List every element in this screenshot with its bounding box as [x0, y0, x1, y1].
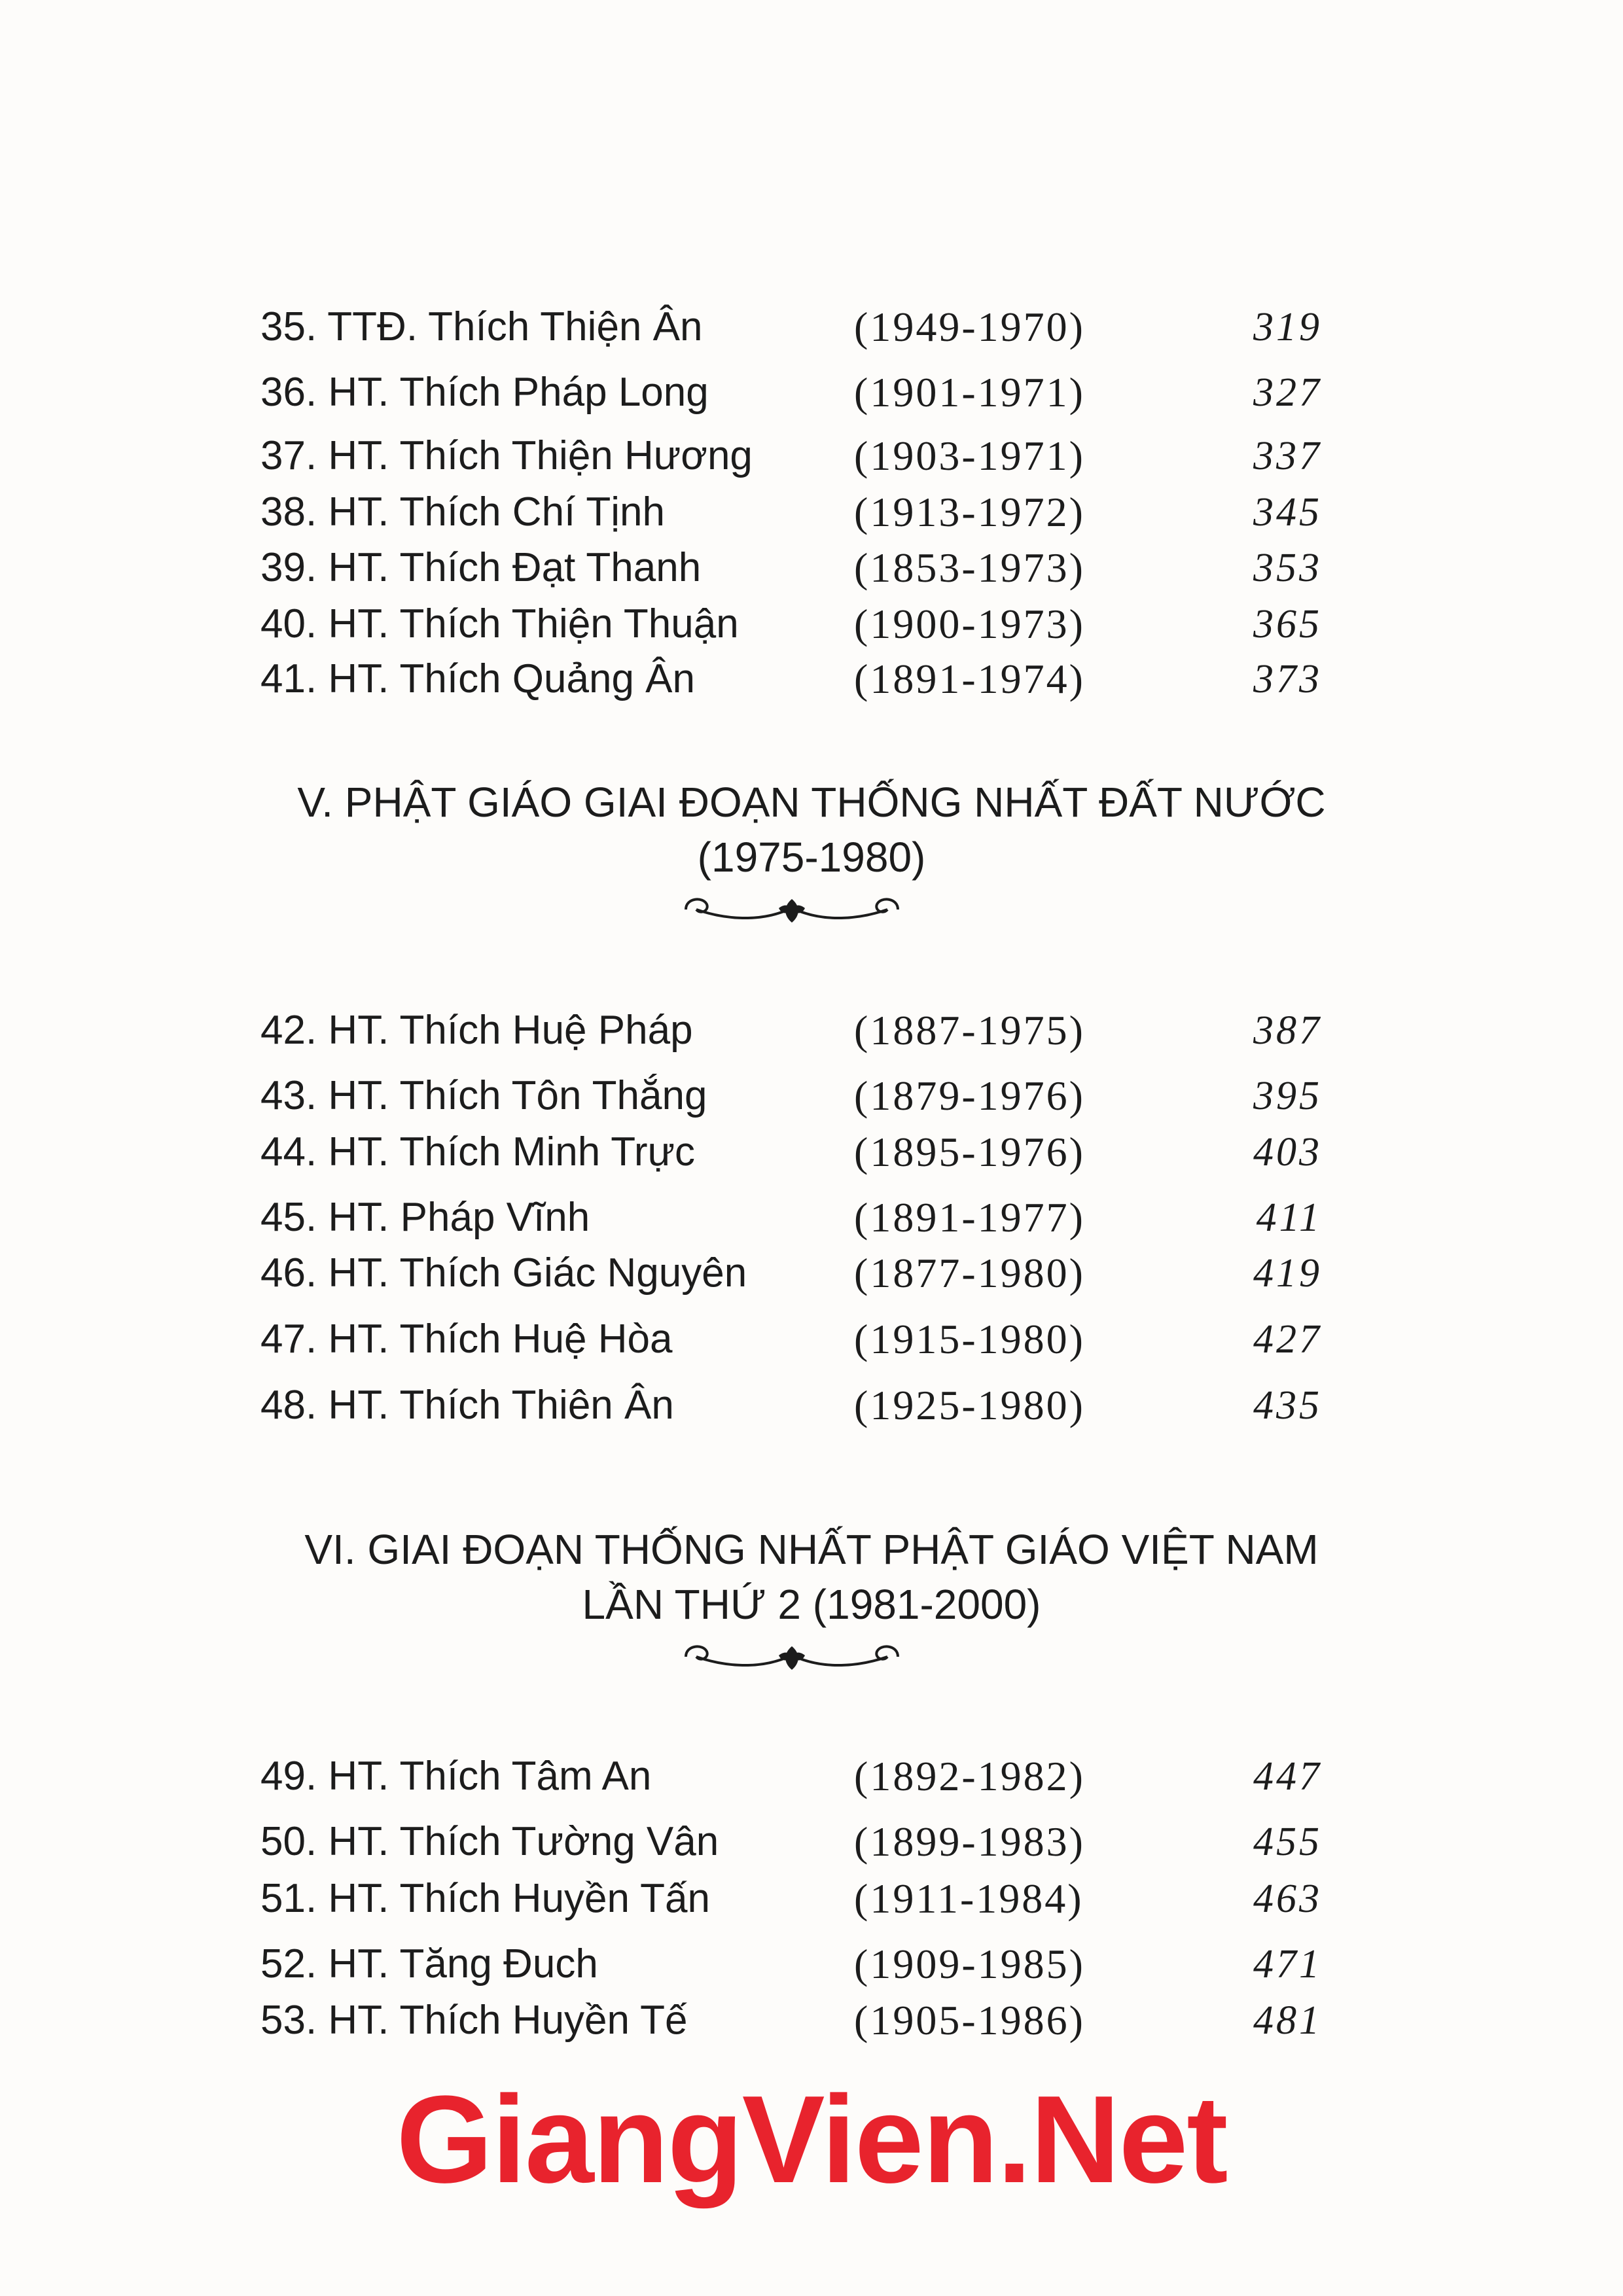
- entry-name: 46. HT. Thích Giác Nguyên: [260, 1250, 747, 1296]
- entry-page-number: 365: [1253, 602, 1322, 646]
- entry-page-number: 411: [1256, 1195, 1322, 1240]
- entry-name: 39. HT. Thích Đạt Thanh: [260, 545, 702, 590]
- entry-name: 37. HT. Thích Thiện Hương: [260, 433, 753, 478]
- entry-name: 53. HT. Thích Huyền Tế: [260, 1998, 688, 2043]
- entry-name: 52. HT. Tăng Đuch: [260, 1941, 598, 1987]
- entry-page-number: 319: [1253, 305, 1322, 349]
- toc-entry: [0, 1379, 1623, 1432]
- toc-entry: [0, 430, 1623, 482]
- entry-name: 35. TTĐ. Thích Thiện Ân: [260, 304, 703, 349]
- entry-page-number: 481: [1253, 1998, 1322, 2043]
- entry-years: (1887-1975): [854, 1007, 1085, 1053]
- entry-name: 45. HT. Pháp Vĩnh: [260, 1195, 590, 1240]
- toc-entry: [0, 1126, 1623, 1178]
- entry-name: 43. HT. Thích Tôn Thắng: [260, 1073, 707, 1118]
- entry-years: (1895-1976): [854, 1129, 1085, 1175]
- toc-entry: [0, 1070, 1623, 1122]
- section-title: V. PHẬT GIÁO GIAI ĐOẠN THỐNG NHẤT ĐẤT NƯỚC: [297, 779, 1326, 826]
- toc-entry: [0, 542, 1623, 594]
- entry-name: 41. HT. Thích Quảng Ân: [260, 656, 696, 701]
- entry-name: 44. HT. Thích Minh Trực: [260, 1129, 696, 1174]
- entry-years: (1913-1972): [854, 489, 1085, 535]
- entry-page-number: 387: [1253, 1008, 1322, 1053]
- toc-entry: [0, 653, 1623, 705]
- toc-entry: [0, 301, 1623, 353]
- entry-page-number: 463: [1253, 1877, 1322, 1921]
- flourish-divider-icon: [681, 889, 903, 930]
- toc-entry: [0, 486, 1623, 539]
- entry-name: 42. HT. Thích Huệ Pháp: [260, 1008, 693, 1053]
- toc-entry: [0, 1994, 1623, 2047]
- toc-entry: [0, 1750, 1623, 1803]
- entry-name: 47. HT. Thích Huệ Hòa: [260, 1316, 673, 1362]
- entry-years: (1879-1976): [854, 1072, 1085, 1119]
- entry-years: (1891-1977): [854, 1194, 1085, 1241]
- entry-years: (1909-1985): [854, 1941, 1085, 1987]
- entry-years: (1853-1973): [854, 544, 1085, 591]
- toc-entry: [0, 1313, 1623, 1366]
- toc-entry: [0, 1004, 1623, 1057]
- section-heading: [0, 1522, 1623, 1632]
- entry-page-number: 403: [1253, 1130, 1322, 1174]
- entry-page-number: 373: [1253, 657, 1322, 701]
- toc-entry: [0, 1938, 1623, 1990]
- entry-name: 48. HT. Thích Thiên Ân: [260, 1383, 674, 1428]
- entry-name: 51. HT. Thích Huyền Tấn: [260, 1876, 710, 1921]
- entry-years: (1925-1980): [854, 1382, 1085, 1428]
- entry-page-number: 427: [1253, 1317, 1322, 1362]
- entry-name: 40. HT. Thích Thiện Thuận: [260, 601, 739, 646]
- entry-page-number: 353: [1253, 546, 1322, 590]
- entry-page-number: 395: [1253, 1074, 1322, 1118]
- entry-years: (1891-1974): [854, 656, 1085, 702]
- entry-years: (1901-1971): [854, 369, 1085, 415]
- watermark-logo: GiangVien.Net: [396, 2070, 1227, 2209]
- entry-page-number: 419: [1253, 1251, 1322, 1296]
- entry-name: 50. HT. Thích Tường Vân: [260, 1819, 719, 1864]
- entry-page-number: 471: [1253, 1942, 1322, 1987]
- entry-page-number: 327: [1253, 370, 1322, 415]
- toc-entry: [0, 1873, 1623, 1925]
- toc-entry: [0, 1192, 1623, 1244]
- entry-name: 36. HT. Thích Pháp Long: [260, 370, 709, 415]
- section-subtitle: LẦN THỨ 2 (1981-2000): [582, 1581, 1041, 1628]
- entry-years: (1911-1984): [854, 1875, 1084, 1922]
- section-heading: [0, 775, 1623, 885]
- entry-years: (1877-1980): [854, 1250, 1085, 1296]
- entry-years: (1903-1971): [854, 433, 1085, 479]
- section-title: VI. GIAI ĐOẠN THỐNG NHẤT PHẬT GIÁO VIỆT NAM: [304, 1526, 1319, 1573]
- entry-page-number: 337: [1253, 434, 1322, 478]
- entry-page-number: 447: [1253, 1754, 1322, 1799]
- entry-years: (1900-1973): [854, 601, 1085, 647]
- entry-years: (1949-1970): [854, 304, 1085, 350]
- entry-years: (1892-1982): [854, 1753, 1085, 1799]
- section-years: (1975-1980): [697, 834, 926, 881]
- toc-entry: [0, 1816, 1623, 1868]
- entry-years: (1905-1986): [854, 1997, 1085, 2043]
- entry-page-number: 435: [1253, 1383, 1322, 1428]
- entry-years: (1915-1980): [854, 1316, 1085, 1362]
- entry-name: 49. HT. Thích Tâm An: [260, 1754, 652, 1799]
- entry-page-number: 455: [1253, 1820, 1322, 1864]
- toc-entry: [0, 598, 1623, 650]
- flourish-divider-icon: [681, 1636, 903, 1678]
- toc-entry: [0, 366, 1623, 419]
- entry-page-number: 345: [1253, 490, 1322, 535]
- entry-years: (1899-1983): [854, 1818, 1085, 1865]
- entry-name: 38. HT. Thích Chí Tịnh: [260, 489, 666, 535]
- toc-entry: [0, 1247, 1623, 1299]
